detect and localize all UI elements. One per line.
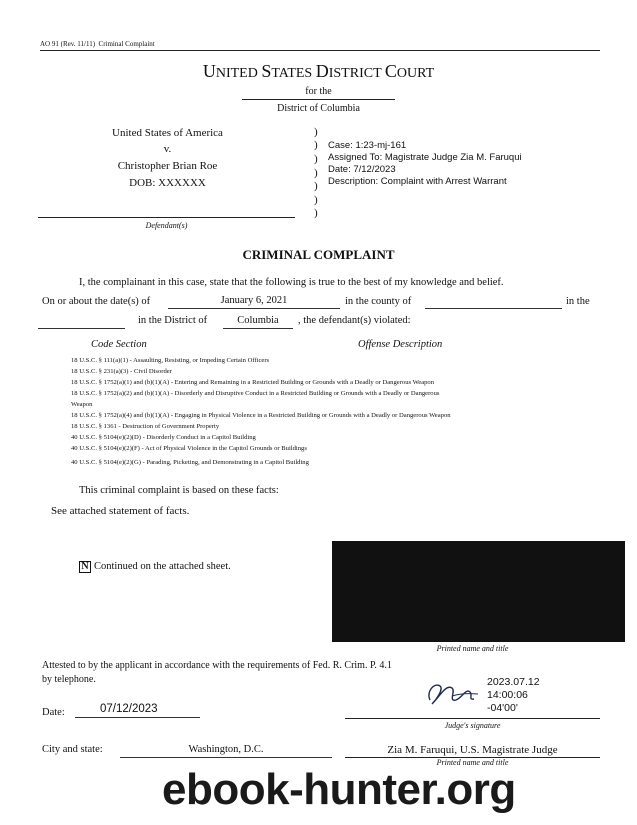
statute-item: Weapon — [71, 401, 93, 408]
date-prefix: On or about the date(s) of — [42, 296, 151, 307]
continued-label: Continued on the attached sheet. — [94, 561, 231, 572]
statute-item: 40 U.S.C. § 5104(e)(2)(F) - Act of Physical Violence in the Capitol Grounds or Buildings — [71, 445, 307, 452]
watermark-text: ebook-hunter.org — [162, 765, 516, 814]
case-assigned: Assigned To: Magistrate Judge Zia M. Faruqui — [328, 152, 522, 163]
judge-signature-icon — [422, 676, 484, 710]
defendant-dob: DOB: XXXXXX — [129, 177, 206, 189]
court-title-s: S — [261, 61, 272, 81]
defendant-rule — [38, 217, 295, 218]
versus: v. — [163, 143, 172, 155]
digital-signature-stamp — [487, 676, 540, 715]
district-value-underline — [223, 328, 293, 329]
court-title-nited: NITED — [215, 66, 262, 81]
continued-checkbox[interactable]: N — [79, 561, 91, 573]
caption-paren: ) — [314, 180, 318, 192]
court-title — [0, 61, 637, 82]
facts-intro: This criminal complaint is based on these facts: — [79, 485, 279, 496]
district-value[interactable]: Columbia — [237, 315, 279, 326]
district-rule — [242, 99, 395, 100]
attest-line-1: Attested to by the applicant in accordance with the requirements of Fed. R. Crim. P. 4.1 — [42, 660, 392, 671]
for-the: for the — [305, 86, 332, 97]
city-label: City and state: — [42, 744, 103, 755]
digital-sig-time: 14:00:06 — [487, 689, 528, 701]
court-title-u: U — [202, 61, 216, 81]
county-prefix: in the county of — [345, 296, 412, 307]
digital-sig-date: 2023.07.12 — [487, 676, 540, 688]
intro-statement: I, the complainant in this case, state that the following is true to the best of my knowledge and belief. — [79, 277, 504, 288]
statute-item: 18 U.S.C. § 1361 - Destruction of Government Property — [71, 423, 220, 430]
header-rule — [40, 50, 600, 51]
offense-date-underline — [168, 308, 340, 309]
redaction-box — [332, 541, 625, 642]
statute-item: 18 U.S.C. § 1752(a)(4) and (b)(1)(A) - Engaging in Physical Violence in a Restricted Building or Grounds with a Deadly or Dangerous Weapon — [71, 412, 451, 419]
printed-name-label-2: Printed name and title — [436, 758, 509, 767]
caption-paren: ) — [314, 194, 318, 206]
statute-item: 18 U.S.C. § 231(a)(3) - Civil Disorder — [71, 368, 172, 375]
court-title-ourt: OURT — [396, 66, 435, 81]
facts-text: See attached statement of facts. — [51, 505, 190, 517]
date-label: Date: — [42, 707, 65, 718]
judge-name: Zia M. Faruqui, U.S. Magistrate Judge — [387, 744, 558, 756]
case-stamp — [328, 140, 522, 188]
statute-item: 18 U.S.C. § 111(a)(1) - Assaulting, Resisting, or Impeding Certain Officers — [71, 357, 270, 364]
court-title-d: D — [315, 61, 329, 81]
district-blank-underline — [38, 328, 125, 329]
offense-date[interactable]: January 6, 2021 — [220, 295, 288, 306]
offense-description-header: Offense Description — [358, 339, 443, 350]
caption-paren: ) — [314, 167, 318, 179]
caption-paren: ) — [314, 153, 318, 165]
defendant-name: Christopher Brian Roe — [117, 160, 218, 172]
digital-sig-offset: -04'00' — [487, 702, 518, 714]
statute-item: 18 U.S.C. § 1752(a)(1) and (b)(1)(A) - Entering and Remaining in a Restricted Building or Grounds with a Deadly or Dangerous Weapon — [71, 379, 435, 386]
district-suffix: , the defendant(s) violated: — [298, 315, 411, 326]
attest-line-2: by telephone. — [42, 674, 96, 685]
court-title-tates: TATES — [271, 66, 316, 81]
signature-date-value[interactable]: 07/12/2023 — [100, 703, 158, 715]
court-title-istrict: ISTRICT — [328, 66, 385, 81]
case-description: Description: Complaint with Arrest Warrant — [328, 176, 507, 187]
form-name: Criminal Complaint — [98, 40, 155, 48]
court-title-c: C — [384, 61, 397, 81]
statute-item: 40 U.S.C. § 5104(e)(2)(G) - Parading, Picketing, and Demonstrating in a Capitol Building — [71, 459, 309, 466]
signature-date-underline — [75, 717, 200, 718]
city-value[interactable]: Washington, D.C. — [188, 744, 264, 755]
case-number: Case: 1:23-mj-161 — [328, 140, 407, 151]
district-name: District of Columbia — [277, 103, 360, 114]
caption-paren: ) — [314, 139, 318, 151]
judge-signature-label: Judge's signature — [444, 721, 501, 730]
complaint-heading: CRIMINAL COMPLAINT — [242, 247, 395, 262]
plaintiff: United States of America — [112, 127, 223, 139]
form-number: AO 91 (Rev. 11/11) — [40, 40, 96, 48]
caption-paren: ) — [314, 126, 318, 138]
form-id — [40, 40, 155, 48]
city-underline — [120, 757, 332, 758]
printed-name-label: Printed name and title — [436, 644, 509, 653]
code-section-header: Code Section — [91, 339, 147, 350]
district-prefix: in the District of — [138, 315, 208, 326]
caption-paren: ) — [314, 207, 318, 219]
defendant-label: Defendant(s) — [145, 221, 188, 230]
date-suffix: in the — [566, 296, 590, 307]
county-underline — [425, 308, 562, 309]
case-date: Date: 7/12/2023 — [328, 164, 396, 175]
statute-item: 18 U.S.C. § 1752(a)(2) and (b)(1)(A) - Disorderly and Disruptive Conduct in a Restricted Building or Grounds with a Deadly or Dangerous — [71, 390, 440, 397]
judge-signature-rule — [345, 718, 600, 719]
statute-item: 40 U.S.C. § 5104(e)(2)(D) - Disorderly Conduct in a Capitol Building — [71, 434, 256, 441]
